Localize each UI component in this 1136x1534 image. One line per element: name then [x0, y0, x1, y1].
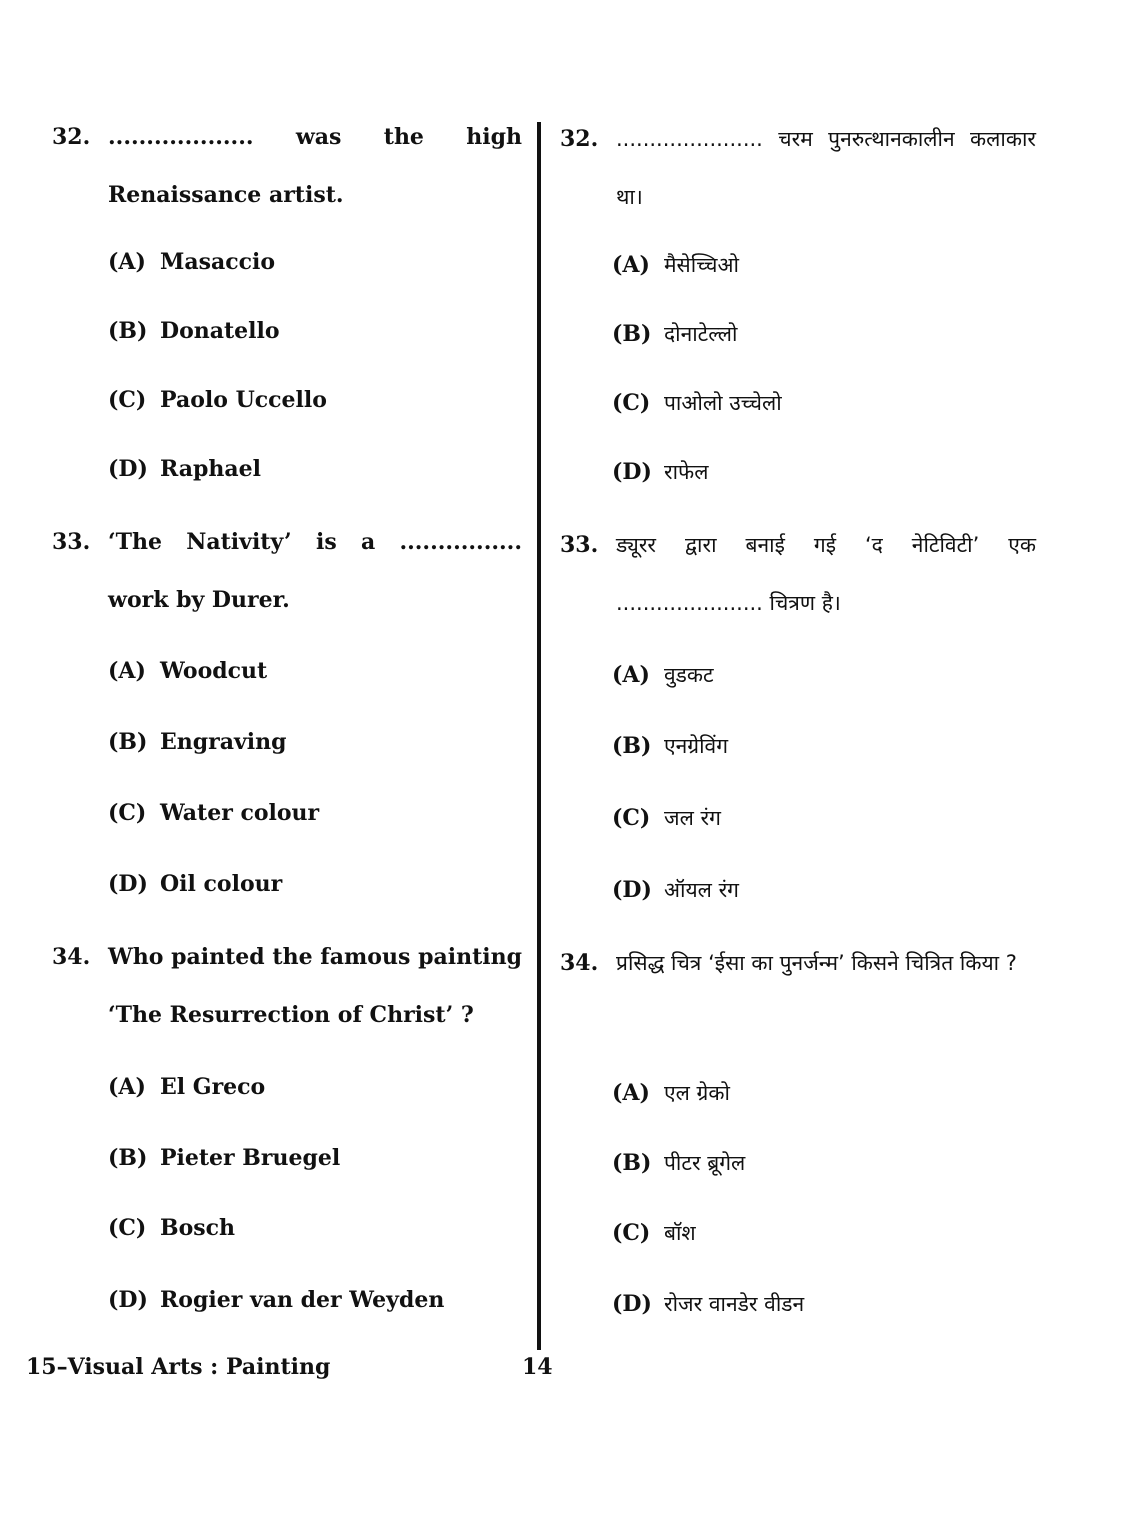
option-text: जल रंग [664, 806, 721, 830]
question-stem: ‘The Nativity’ is a ................ work by Durer. [108, 529, 522, 613]
option-a [612, 661, 714, 689]
option-text: El Greco [160, 1074, 266, 1100]
option-a [108, 249, 275, 275]
option-letter: (D) [612, 1291, 652, 1317]
option-letter: (D) [108, 871, 148, 897]
page-number: 14 [522, 1354, 553, 1380]
option-letter: (A) [108, 249, 146, 275]
option-text: बॉश [664, 1221, 696, 1245]
option-c [612, 1219, 696, 1247]
option-text: Water colour [160, 800, 320, 826]
option-letter: (B) [612, 1150, 652, 1176]
option-letter: (B) [108, 318, 148, 344]
option-text: पीटर ब्रूगेल [664, 1151, 746, 1175]
option-b [108, 729, 287, 755]
option-text: वुडकट [664, 663, 714, 687]
option-b [108, 318, 280, 344]
option-d [612, 1290, 804, 1318]
question-stem: ड्यूरर द्वारा बनाई गई ‘द नेटिविटी’ एक ...................... चित्रण है। [616, 533, 1036, 615]
footer-subject: 15–Visual Arts : Painting [26, 1354, 331, 1380]
question-number: 34. [560, 950, 599, 976]
option-letter: (C) [108, 387, 147, 413]
option-c [612, 389, 782, 417]
option-text: Woodcut [160, 658, 268, 684]
option-letter: (D) [612, 877, 652, 903]
option-text: Masaccio [160, 249, 276, 275]
question-number: 32. [560, 126, 599, 152]
option-a [108, 658, 267, 684]
option-letter: (A) [612, 252, 650, 278]
question-stem: प्रसिद्ध चित्र ‘ईसा का पुनर्जन्म’ किसने चित्रित किया ? [616, 951, 1017, 975]
question-stem: Who painted the famous painting ‘The Resurrection of Christ’ ? [108, 944, 522, 1028]
option-a [108, 1074, 265, 1100]
column-divider [537, 122, 541, 1350]
option-d [108, 456, 261, 482]
option-d [612, 876, 739, 904]
option-letter: (D) [108, 1287, 148, 1313]
option-text: Donatello [160, 318, 280, 344]
option-letter: (B) [612, 733, 652, 759]
option-a [612, 251, 739, 279]
option-text: एल ग्रेको [664, 1081, 730, 1105]
option-letter: (C) [108, 1215, 147, 1241]
question-stem: ................... was the high Renaissance artist. [108, 124, 522, 208]
option-text: पाओलो उच्चेलो [664, 391, 782, 415]
option-letter: (C) [108, 800, 147, 826]
option-letter: (B) [108, 1145, 148, 1171]
option-c [108, 1215, 235, 1241]
option-a [612, 1079, 730, 1107]
option-letter: (C) [612, 1220, 651, 1246]
option-text: दोनाटेल्लो [664, 322, 738, 346]
option-text: Oil colour [160, 871, 283, 897]
option-letter: (B) [108, 729, 148, 755]
option-c [108, 387, 327, 413]
option-c [108, 800, 319, 826]
option-letter: (A) [108, 658, 146, 684]
option-c [612, 804, 721, 832]
option-letter: (A) [108, 1074, 146, 1100]
option-text: Engraving [160, 729, 287, 755]
option-letter: (C) [612, 390, 651, 416]
option-text: एनग्रेविंग [664, 734, 729, 758]
option-b [108, 1145, 340, 1171]
question-number: 32. [52, 124, 91, 150]
option-text: Bosch [160, 1215, 236, 1241]
option-letter: (D) [108, 456, 148, 482]
option-letter: (C) [612, 805, 651, 831]
option-text: Paolo Uccello [160, 387, 327, 413]
option-d [108, 1287, 444, 1313]
option-text: ऑयल रंग [664, 878, 739, 902]
option-letter: (D) [612, 459, 652, 485]
question-number: 34. [52, 944, 91, 970]
option-text: राफेल [664, 460, 709, 484]
option-b [612, 1149, 745, 1177]
option-d [108, 871, 282, 897]
option-text: Pieter Bruegel [160, 1145, 341, 1171]
option-text: Raphael [160, 456, 262, 482]
option-d [612, 458, 708, 486]
option-text: मैसेच्चिओ [664, 253, 739, 277]
question-number: 33. [560, 532, 599, 558]
option-letter: (A) [612, 1080, 650, 1106]
option-b [612, 320, 737, 348]
option-letter: (B) [612, 321, 652, 347]
question-number: 33. [52, 529, 91, 555]
option-text: Rogier van der Weyden [160, 1287, 445, 1313]
option-letter: (A) [612, 662, 650, 688]
question-stem: ...................... चरम पुनरुत्थानकालीन कलाकार था। [616, 127, 1036, 209]
option-b [612, 732, 728, 760]
option-text: रोजर वानडेर वीडन [664, 1292, 805, 1316]
